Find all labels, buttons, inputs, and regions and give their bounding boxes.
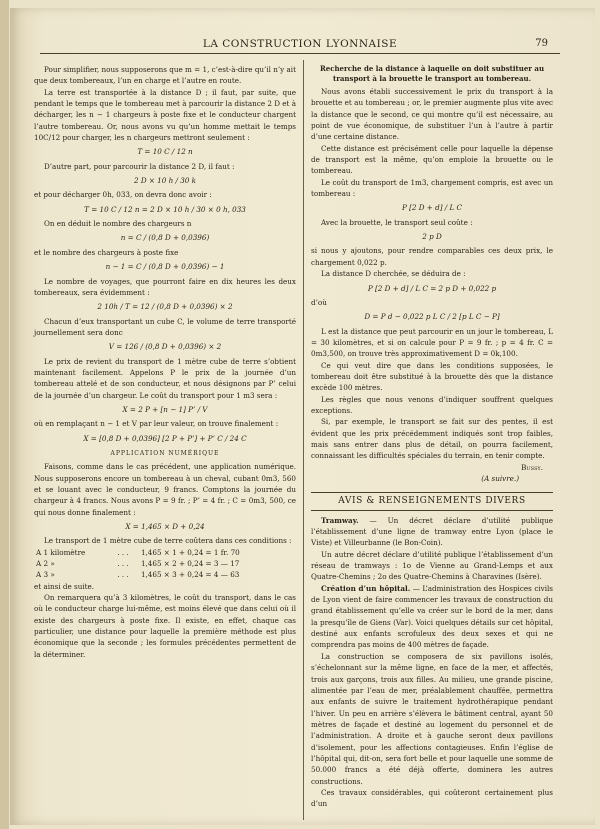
section-title: AVIS & RENSEIGNEMENTS DIVERS xyxy=(338,496,526,507)
continued-note: (A suivre.) xyxy=(481,474,519,483)
equation: X = 1,465 × D + 0,24 xyxy=(125,522,205,532)
equation: 2 10h / T = 12 / (0,8 D + 0,0396) × 2 xyxy=(97,302,233,312)
paragraph: Pour simplifier, nous supposerons que m = 1, c’est-à-dire qu’il n’y ait que deux tombereaux, l’un en charge et l’autre en route. xyxy=(34,65,296,86)
equation: n = C / (0,8 D + 0,0396) xyxy=(120,233,210,243)
paragraph: et le nombre des chargeurs à poste fixe xyxy=(34,247,179,257)
paragraph: Cette distance est précisément celle pour laquelle la dépense de transport est la même, qu’on emploie la brouette ou le tombereau. xyxy=(311,143,553,176)
equation: n − 1 = C / (0,8 D + 0,0396) − 1 xyxy=(105,262,225,272)
equation: D = P d − 0,022 p L C / 2 [p L C − P] xyxy=(364,312,500,322)
item-heading: Tramway. xyxy=(321,515,359,525)
paragraph: Ces travaux considérables, qui coûteront certainement plus d’un xyxy=(311,787,553,809)
section-heading: Recherche de la distance à laquelle on doit substituer au transport à la brouette le transport au tombereau. xyxy=(319,64,545,83)
left-column xyxy=(34,64,296,660)
row-dots: . . . xyxy=(117,570,129,580)
section-heading: APPLICATION NUMÉRIQUE xyxy=(110,449,220,457)
equation: 2 p D xyxy=(422,232,442,242)
running-title: LA CONSTRUCTION LYONNAISE xyxy=(202,38,398,50)
paragraph: Le nombre de voyages, que pourront faire en dix heures les deux tombereaux, sera évidemment : xyxy=(34,276,296,297)
page-number: 79 xyxy=(535,38,548,49)
column-divider xyxy=(303,60,304,820)
row-dots: . . . xyxy=(117,547,129,557)
paragraph: L est la distance que peut parcourir en un jour le tombereau, L = 30 kilomètres, et si on calcule pour P = 9 fr. ; p = 4 fr. C = 0m3,500, on trouve très approximativement D = 0k,100. xyxy=(311,326,553,359)
paragraph: Le coût du transport de 1m3, chargement compris, est avec un tombereau : xyxy=(311,177,553,199)
paragraph: où en remplaçant n − 1 et V par leur valeur, on trouve finalement : xyxy=(34,419,279,429)
paragraph: D’autre part, pour parcourir la distance 2 D, il faut : xyxy=(44,161,235,171)
equation: P [2 D + d] / L C = 2 p D + 0,022 p xyxy=(367,283,497,293)
paragraph: Les règles que nous venons d’indiquer souffrent quelques exceptions. xyxy=(311,394,553,415)
row-label: A 3 » xyxy=(36,570,55,580)
item-text: — L’administration des Hospices civils de Lyon vient de faire commencer les travaux de construction du grand établissement qu’elle va créer sur le bord de la mer, dans la presqu’île de Giens (Var). Voici quelques détails sur cet hôpital, destiné aux enfants scrofuleux des deux sexes et qui ne comprendra pas moins de 400 mètres de façade. xyxy=(311,583,553,650)
row-calc: 1,465 × 1 + 0,24 = 1 fr. 70 xyxy=(140,547,240,557)
table-row xyxy=(34,547,296,558)
paragraph: Avec la brouette, le transport seul coûte : xyxy=(321,217,473,227)
paragraph xyxy=(311,515,553,549)
row-dots: . . . xyxy=(117,559,129,569)
equation: 2 D × 10 h / 30 k xyxy=(133,176,197,186)
item-text: — Un décret déclare d’utilité publique l’établissement d’une ligne de tramway entre Lyon (place le Viste) et Villeurbanne (le Bon-Coin). xyxy=(311,515,553,548)
paragraph: Un autre décret déclare d’utilité publique l’établissement d’un réseau de tramways : 1o de Vienne au Grand-Lemps et aux Quatre-Chemins ; 2o des Quatre-Chemins à Charavines (Isère). xyxy=(311,549,553,582)
paragraph: La distance D cherchée, se déduira de : xyxy=(321,269,466,279)
equation: X = [0,8 D + 0,0396] [2 P + P’] + P’ C / 24 C xyxy=(83,433,247,443)
paragraph: si nous y ajoutons, pour rendre comparables ces deux prix, le chargement 0,022 p. xyxy=(311,246,553,267)
paragraph: Nous avons établi successivement le prix du transport à la brouette et au tombereau ; or, le premier augmente plus vite avec la distance que le second, ce qui montre qu’il est nécessaire, au point de vue économique, de substituer l’un à l’autre à partir d’une certaine distance. xyxy=(311,87,553,142)
paragraph: Le transport de 1 mètre cube de terre coûtera dans ces conditions : xyxy=(44,536,292,546)
right-column xyxy=(311,64,553,810)
table-row xyxy=(34,558,296,569)
paragraph: Ce qui veut dire que dans les conditions supposées, le tombereau doit être substitué à la brouette dès que la distance excède 100 mètres. xyxy=(311,360,553,393)
header-rule xyxy=(40,53,560,54)
paragraph: d’où xyxy=(311,297,327,307)
section-rule xyxy=(311,492,553,493)
section-rule xyxy=(311,510,553,511)
equation: V = 126 / (0,8 D + 0,0396) × 2 xyxy=(108,342,222,352)
cost-table xyxy=(34,547,296,581)
paragraph xyxy=(311,583,553,651)
row-calc: 1,465 × 3 + 0,24 = 4 — 63 xyxy=(140,570,240,580)
paragraph: Chacun d’eux transportant un cube C, le volume de terre transporté journellement sera donc xyxy=(34,316,296,337)
row-label: A 1 kilomètre xyxy=(36,547,86,557)
equation: T = 10 C / 12 n = 2 D × 10 h / 30 × 0 h, 033 xyxy=(84,204,246,214)
paragraph: Le prix de revient du transport de 1 mètre cube de terre s’obtient maintenant facilement. Appelons P le prix de la journée d’un tombereau attelé et de son conducteur, et nous désignons par P’ celui de la journée d’un chargeur. Le coût du transport pour 1 m3 sera : xyxy=(34,356,296,400)
item-heading: Création d’un hôpital. xyxy=(321,583,411,593)
paragraph: On en déduit le nombre des chargeurs n xyxy=(44,219,192,229)
book-spine xyxy=(0,0,9,829)
author-signature: Bussy. xyxy=(521,462,543,472)
paragraph: La terre est transportée à la distance D ; il faut, par suite, que pendant le temps que le tombereau met à parcourir la distance 2 D et à décharger, les n − 1 chargeurs à poste fixe et le conducteur chargent l’autre tombereau. Or, nous avons vu qu’un homme mettait le temps 10C/12 pour charger, les n chargeurs mettront seulement : xyxy=(34,87,296,143)
paragraph: Faisons, comme dans le cas précédent, une application numérique. Nous supposerons encore un tombereau à un cheval, cubant 0m3, 560 et se louant avec le conducteur, 9 francs. Comptons la journée du chargeur à 4 francs. Nous avons P = 9 fr. ; P’ = 4 fr. ; C = 0m3, 500, ce qui nous donne finalement : xyxy=(34,462,296,517)
row-calc: 1,465 × 2 + 0,24 = 3 — 17 xyxy=(140,559,240,569)
row-label: A 2 » xyxy=(36,559,55,569)
paragraph: On remarquera qu’à 3 kilomètres, le coût du transport, dans le cas où le conducteur charge lui-même, est moins élevé que dans celui où il existe des chargeurs à poste fixe. Il existe, en effet, chaque cas particulier, une distance pour laquelle la première méthode est plus économique que la seconde ; les formules précédentes permettent de la déterminer. xyxy=(34,593,296,659)
equation: X = 2 P + [n − 1] P’ / V xyxy=(122,404,208,414)
table-row xyxy=(34,569,296,580)
paragraph: et ainsi de suite. xyxy=(34,581,95,591)
equation: T = 10 C / 12 n xyxy=(137,147,193,157)
equation: P [2 D + d] / L C xyxy=(401,203,463,213)
paragraph: La construction se composera de six pavillons isolés, s’échelonnant sur la même ligne, en face de la mer, et affectés, trois aux garçons, trois aux filles. Au milieu, une grande piscine, alimentée par l’eau de mer, préalablement chauffée, permettra aux enfants de suivre le traitement hydrothérapique pendant l’hiver. Un peu en arrière s’élèvera le bâtiment central, ayant 50 mètres de façade et destiné au logement du personnel et de l’administration. A droite et à gauche seront deux pavillons d’isolement, pour les affections contagieuses. Enfin l’église de l’hôpital qui, dit-on, sera fort belle et pour laquelle une somme de 50.000 francs a été déjà offerte, dominera les autres constructions. xyxy=(311,651,553,786)
paragraph: et pour décharger 0h, 033, on devra donc avoir : xyxy=(34,190,212,200)
paragraph: Si, par exemple, le transport se fait sur des pentes, il est évident que les prix précédemment indiqués sont trop faibles, mais sans entrer dans plus de détail, on pourra facilement, connaissant les difficultés spéciales du terrain, en tenir compte. xyxy=(311,417,553,461)
